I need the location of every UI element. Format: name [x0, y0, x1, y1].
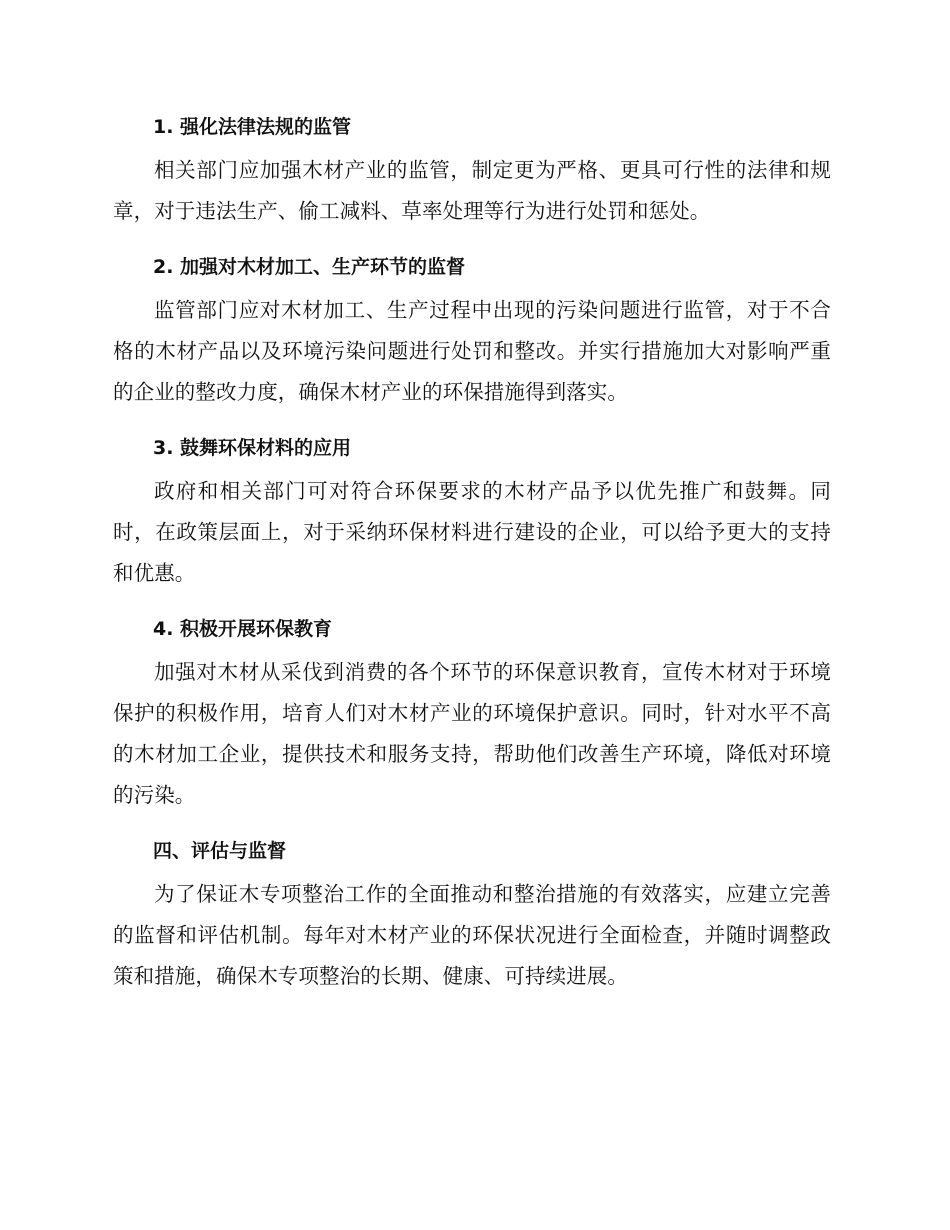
section-heading-1: 1. 强化法律法规的监管 [153, 116, 352, 138]
section-paragraph-1: 相关部门应加强木材产业的监管，制定更为严格、更具可行性的法律和规章，对于违法生产、偷工减料、草率处理等行为进行处罚和惩处。 [113, 158, 831, 223]
section-heading-3: 3. 鼓舞环保材料的应用 [153, 437, 352, 459]
section-paragraph-4: 加强对木材从采伐到消费的各个环节的环保意识教育，宣传木材对于环境保护的积极作用，培育人们对木材产业的环境保护意识。同时，针对水平不高的木材加工企业，提供技术和服务支持，帮助他们改善生产环境，降低对环境的污染。 [113, 660, 831, 807]
section-paragraph-3: 政府和相关部门可对符合环保要求的木材产品予以优先推广和鼓舞。同时，在政策层面上，对于采纳环保材料进行建设的企业，可以给予更大的支持和优惠。 [113, 479, 831, 585]
document-body [113, 104, 831, 1009]
section-paragraph-5: 为了保证木专项整治工作的全面推动和整治措施的有效落实，应建立完善的监督和评估机制。每年对木材产业的环保状况进行全面检查，并随时调整政策和措施，确保木专项整治的长期、健康、可持续进展。 [113, 882, 831, 988]
section-heading-2: 2. 加强对木材加工、生产环节的监督 [153, 256, 466, 278]
section-paragraph-2: 监管部门应对木材加工、生产过程中出现的污染问题进行监管，对于不合格的木材产品以及环境污染问题进行处罚和整改。并实行措施加大对影响严重的企业的整改力度，确保木材产业的环保措施得到落实。 [113, 298, 831, 404]
section-heading-5: 四、评估与监督 [153, 840, 287, 862]
section-heading-4: 4. 积极开展环保教育 [153, 618, 333, 640]
